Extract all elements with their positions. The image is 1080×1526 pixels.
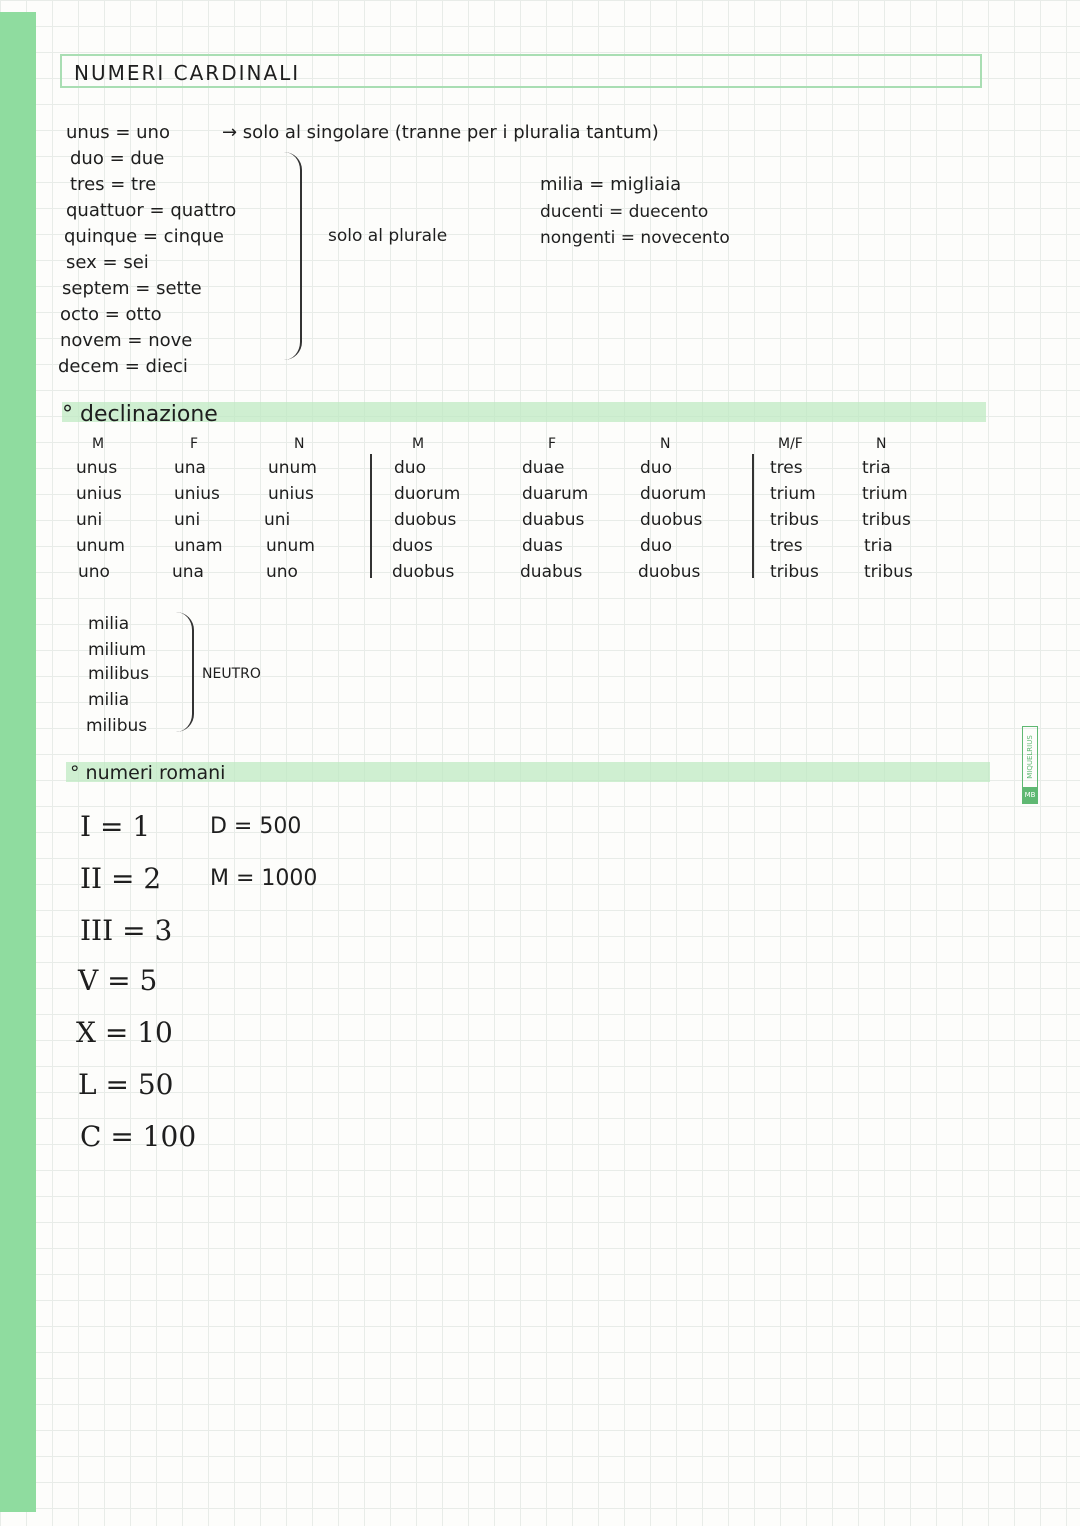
page-title: NUMERI CARDINALI (74, 61, 301, 85)
col-header: N (660, 436, 671, 452)
table-cell: duos (392, 536, 433, 556)
table-cell: duo (640, 536, 672, 556)
table-cell: trium (770, 484, 816, 504)
neutro-label: NEUTRO (202, 666, 261, 682)
extra-item: ducenti = duecento (540, 202, 709, 222)
extra-item: nongenti = novecento (540, 228, 730, 248)
table-cell: una (174, 458, 206, 478)
table-cell: duorum (640, 484, 707, 504)
table-cell: duae (522, 458, 565, 478)
declension-heading: ° declinazione (62, 402, 218, 427)
neutro-brace (170, 612, 194, 732)
table-cell: uni (76, 510, 103, 530)
extra-item: milia = migliaia (540, 174, 682, 195)
table-cell: tribus (862, 510, 911, 530)
roman-item: L = 50 (78, 1068, 174, 1101)
table-cell: trium (862, 484, 908, 504)
unus-line: unus = uno (66, 122, 170, 143)
table-cell: unius (76, 484, 122, 504)
plural-brace (270, 152, 302, 360)
table-divider (370, 454, 372, 578)
table-cell: tribus (864, 562, 913, 582)
table-cell: duabus (520, 562, 583, 582)
milia-form: milibus (88, 664, 150, 684)
roman-heading: ° numeri romani (70, 762, 226, 784)
table-cell: duobus (638, 562, 701, 582)
col-header: M/F (778, 436, 803, 452)
table-divider (752, 454, 754, 578)
title-box (60, 54, 982, 88)
unus-note: → solo al singolare (tranne per i pluralia tantum) (222, 122, 659, 143)
roman-item: D = 500 (210, 814, 302, 839)
roman-item: C = 100 (80, 1120, 197, 1153)
list-item: tres = tre (70, 174, 157, 195)
table-cell: tres (770, 536, 803, 556)
roman-item: III = 3 (80, 914, 173, 947)
table-cell: tria (864, 536, 893, 556)
table-cell: unum (266, 536, 315, 556)
roman-item: M = 1000 (210, 866, 318, 891)
milia-form: milia (88, 690, 130, 710)
table-cell: unus (76, 458, 118, 478)
col-header: M (92, 436, 105, 452)
table-cell: uni (264, 510, 291, 530)
notebook-logo (1022, 726, 1038, 804)
list-item: quattuor = quattro (66, 200, 237, 221)
table-cell: tres (770, 458, 803, 478)
table-cell: unius (174, 484, 220, 504)
table-cell: una (172, 562, 204, 582)
table-cell: tria (862, 458, 891, 478)
plural-note: solo al plurale (328, 226, 448, 246)
table-cell: unam (174, 536, 223, 556)
roman-item: V = 5 (78, 964, 158, 997)
table-cell: duarum (522, 484, 589, 504)
table-cell: unius (268, 484, 314, 504)
table-cell: duo (640, 458, 672, 478)
table-cell: duorum (394, 484, 461, 504)
list-item: septem = sette (62, 278, 202, 299)
list-item: sex = sei (66, 252, 149, 273)
table-cell: unum (268, 458, 317, 478)
col-header: M (412, 436, 425, 452)
table-cell: uni (174, 510, 201, 530)
milia-form: milibus (86, 716, 148, 736)
roman-item: II = 2 (80, 862, 162, 895)
table-cell: uno (266, 562, 298, 582)
roman-item: I = 1 (80, 810, 151, 843)
logo-badge: MB (1023, 787, 1037, 803)
list-item: duo = due (70, 148, 165, 169)
col-header: F (190, 436, 199, 452)
table-cell: tribus (770, 562, 819, 582)
list-item: octo = otto (60, 304, 162, 325)
table-cell: tribus (770, 510, 819, 530)
table-cell: duo (394, 458, 426, 478)
table-cell: duobus (640, 510, 703, 530)
table-cell: unum (76, 536, 125, 556)
table-cell: uno (78, 562, 110, 582)
milia-form: milia (88, 614, 130, 634)
list-item: decem = dieci (58, 356, 188, 377)
milia-form: milium (88, 640, 147, 660)
col-header: N (876, 436, 887, 452)
green-margin-stripe (0, 12, 36, 1512)
table-cell: duabus (522, 510, 585, 530)
col-header: F (548, 436, 557, 452)
roman-item: X = 10 (76, 1016, 173, 1049)
table-cell: duas (522, 536, 563, 556)
table-cell: duobus (392, 562, 455, 582)
list-item: quinque = cinque (64, 226, 224, 247)
logo-text: MIQUELRIUS (1026, 735, 1034, 779)
col-header: N (294, 436, 305, 452)
list-item: novem = nove (60, 330, 193, 351)
table-cell: duobus (394, 510, 457, 530)
